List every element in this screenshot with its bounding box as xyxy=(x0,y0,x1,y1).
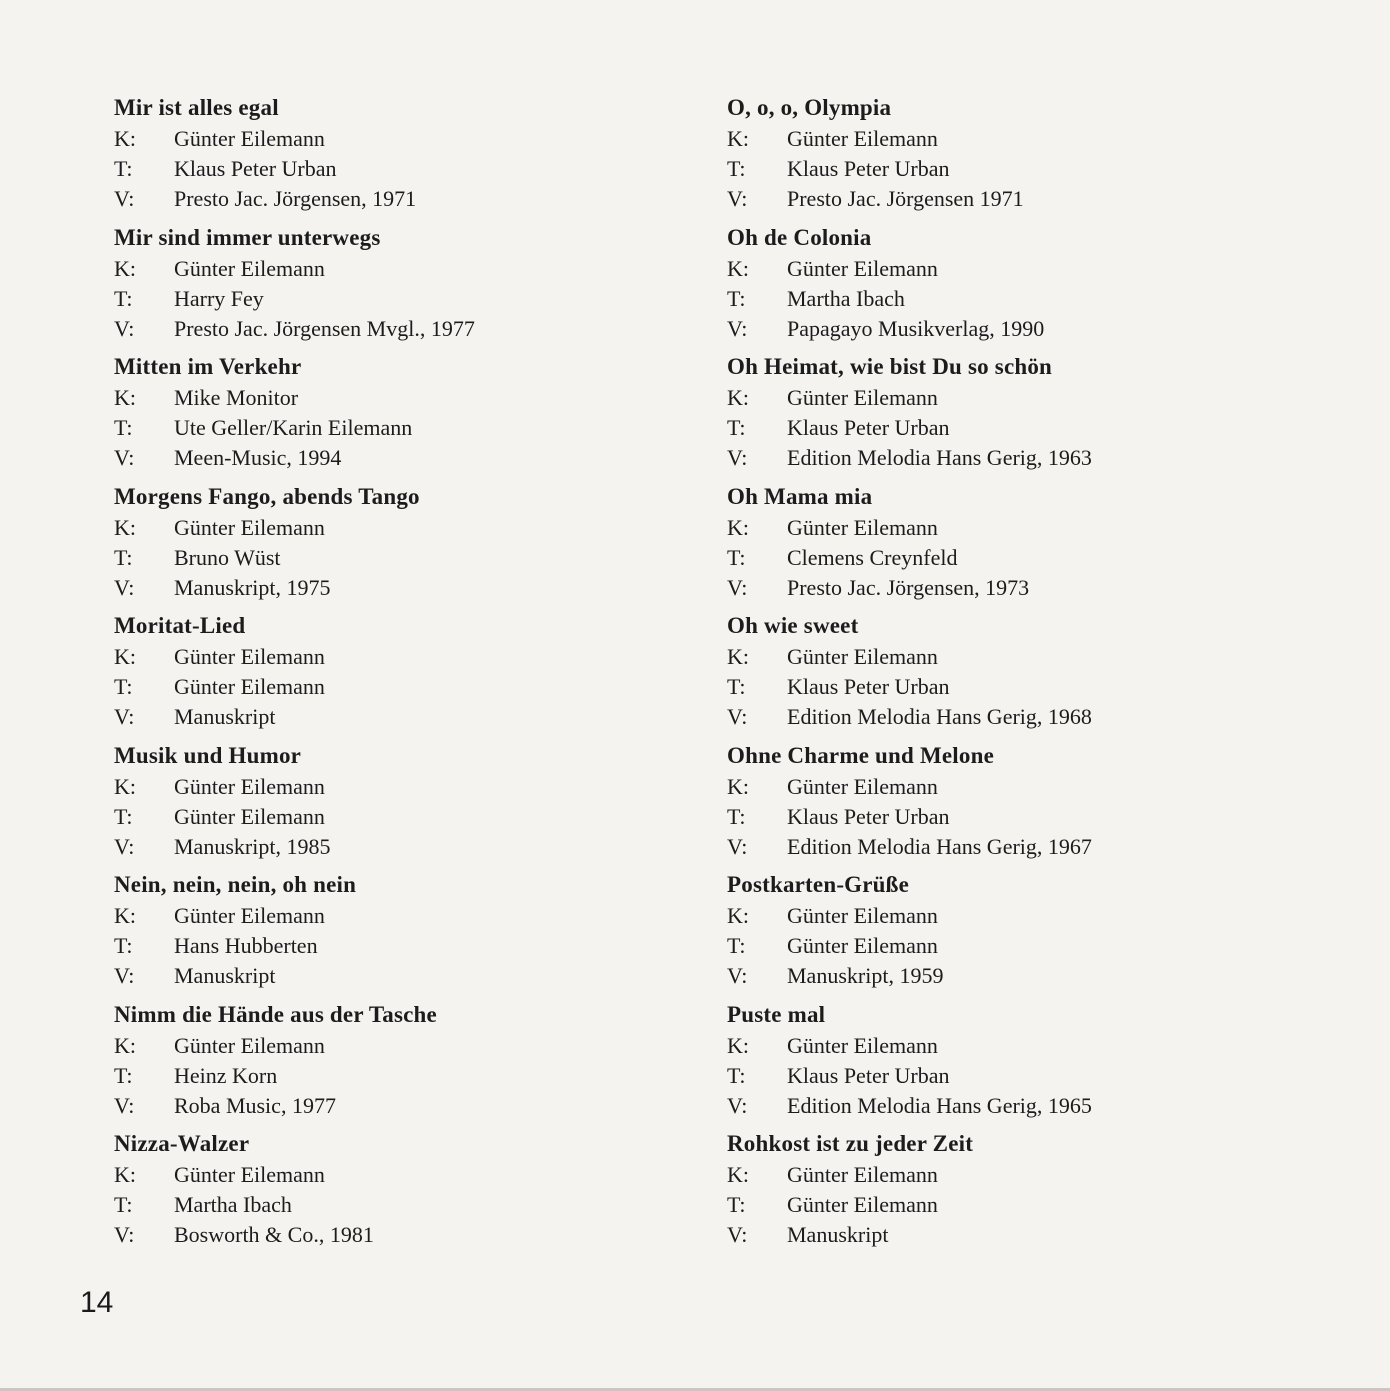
composer-value: Günter Eilemann xyxy=(174,126,325,151)
composer-row xyxy=(727,642,1347,672)
lyricist-value: Klaus Peter Urban xyxy=(787,415,950,440)
lyricist-row xyxy=(727,543,1347,573)
song-entry xyxy=(114,223,714,353)
lyricist-value: Harry Fey xyxy=(174,285,264,311)
composer-row xyxy=(114,383,714,413)
lyricist-value: Clemens Creynfeld xyxy=(787,544,958,570)
lyricist-label: T: xyxy=(727,544,746,570)
publisher-row xyxy=(114,314,714,344)
lyricist-label: T: xyxy=(114,156,133,181)
composer-value: Günter Eilemann xyxy=(174,1032,325,1058)
song-entry xyxy=(114,93,714,223)
song-title: Nein, nein, nein, oh nein xyxy=(114,872,357,897)
lyricist-value: Klaus Peter Urban xyxy=(174,156,337,181)
lyricist-label: T: xyxy=(114,674,133,699)
composer-label: K: xyxy=(114,255,136,281)
lyricist-label: T: xyxy=(727,674,746,699)
publisher-value: Manuskript xyxy=(787,1222,889,1247)
publisher-label: V: xyxy=(114,445,135,470)
song-title: Ohne Charme und Melone xyxy=(727,742,994,768)
publisher-row xyxy=(114,573,714,603)
composer-label: K: xyxy=(114,1032,136,1058)
composer-value: Günter Eilemann xyxy=(174,1162,325,1187)
song-entry xyxy=(727,741,1347,871)
lyricist-label: T: xyxy=(727,415,746,440)
publisher-value: Meen-Music, 1994 xyxy=(174,445,342,470)
composer-row xyxy=(114,513,714,543)
publisher-label: V: xyxy=(114,1222,135,1247)
lyricist-row xyxy=(114,1061,714,1091)
composer-value: Günter Eilemann xyxy=(787,1032,938,1058)
lyricist-row xyxy=(114,154,714,184)
lyricist-value: Martha Ibach xyxy=(787,285,905,311)
song-entry xyxy=(114,870,714,1000)
composer-label: K: xyxy=(114,903,136,928)
song-title: Mitten im Verkehr xyxy=(114,354,302,379)
lyricist-row xyxy=(114,931,714,961)
publisher-value: Edition Melodia Hans Gerig, 1968 xyxy=(787,704,1092,729)
publisher-value: Roba Music, 1977 xyxy=(174,1092,336,1118)
song-entry xyxy=(114,1000,714,1130)
lyricist-value: Klaus Peter Urban xyxy=(787,1062,950,1088)
lyricist-value: Klaus Peter Urban xyxy=(787,156,950,181)
composer-row xyxy=(727,254,1347,284)
composer-row xyxy=(727,1031,1347,1061)
publisher-value: Manuskript xyxy=(174,704,276,729)
publisher-value: Presto Jac. Jörgensen 1971 xyxy=(787,186,1024,211)
lyricist-row xyxy=(114,543,714,573)
composer-label: K: xyxy=(114,1162,136,1187)
publisher-label: V: xyxy=(727,963,748,988)
composer-value: Günter Eilemann xyxy=(787,514,938,540)
composer-row xyxy=(727,772,1347,802)
publisher-value: Bosworth & Co., 1981 xyxy=(174,1222,374,1247)
song-title: Moritat-Lied xyxy=(114,613,246,638)
song-entry xyxy=(727,1000,1347,1130)
publisher-row xyxy=(114,1220,714,1250)
lyricist-label: T: xyxy=(114,1062,133,1088)
publisher-label: V: xyxy=(727,704,748,729)
composer-label: K: xyxy=(727,514,749,540)
composer-row xyxy=(114,254,714,284)
composer-label: K: xyxy=(727,1032,749,1058)
composer-value: Günter Eilemann xyxy=(174,514,325,540)
composer-value: Mike Monitor xyxy=(174,385,299,410)
composer-row xyxy=(114,642,714,672)
publisher-row xyxy=(727,961,1347,991)
publisher-label: V: xyxy=(727,1092,748,1118)
lyricist-label: T: xyxy=(114,1192,133,1217)
publisher-row xyxy=(114,1091,714,1121)
publisher-label: V: xyxy=(727,574,748,600)
lyricist-value: Klaus Peter Urban xyxy=(787,674,950,699)
lyricist-value: Bruno Wüst xyxy=(174,544,281,570)
composer-label: K: xyxy=(114,514,136,540)
publisher-row xyxy=(727,443,1347,473)
song-entry xyxy=(727,482,1347,612)
publisher-label: V: xyxy=(727,833,748,859)
publisher-label: V: xyxy=(114,315,135,341)
publisher-value: Presto Jac. Jörgensen, 1973 xyxy=(787,574,1030,600)
lyricist-label: T: xyxy=(727,285,746,311)
composer-label: K: xyxy=(114,126,136,151)
publisher-row xyxy=(114,961,714,991)
lyricist-row xyxy=(114,413,714,443)
composer-value: Günter Eilemann xyxy=(174,644,325,669)
publisher-value: Papagayo Musikverlag, 1990 xyxy=(787,315,1045,341)
composer-row xyxy=(114,901,714,931)
lyricist-label: T: xyxy=(114,285,133,311)
song-entry xyxy=(114,1129,714,1259)
publisher-value: Manuskript xyxy=(174,963,276,988)
publisher-row xyxy=(114,702,714,732)
composer-value: Günter Eilemann xyxy=(787,903,938,928)
lyricist-row xyxy=(114,802,714,832)
composer-label: K: xyxy=(727,903,749,928)
lyricist-value: Günter Eilemann xyxy=(787,1192,938,1217)
lyricist-value: Günter Eilemann xyxy=(174,803,325,829)
song-entry xyxy=(727,93,1347,223)
composer-label: K: xyxy=(114,385,136,410)
lyricist-value: Martha Ibach xyxy=(174,1192,292,1217)
composer-value: Günter Eilemann xyxy=(787,255,938,281)
song-title: Oh Mama mia xyxy=(727,483,873,509)
lyricist-label: T: xyxy=(727,1192,746,1217)
composer-value: Günter Eilemann xyxy=(787,773,938,799)
lyricist-label: T: xyxy=(114,544,133,570)
lyricist-label: T: xyxy=(727,803,746,829)
song-title: Musik und Humor xyxy=(114,742,302,768)
lyricist-row xyxy=(114,672,714,702)
song-entry xyxy=(114,352,714,482)
lyricist-label: T: xyxy=(114,803,133,829)
song-title: Oh Heimat, wie bist Du so schön xyxy=(727,354,1053,379)
publisher-label: V: xyxy=(114,704,135,729)
composer-row xyxy=(114,1160,714,1190)
song-title: Oh de Colonia xyxy=(727,224,872,250)
lyricist-row xyxy=(727,672,1347,702)
left-column xyxy=(114,93,714,1259)
publisher-value: Manuskript, 1975 xyxy=(174,574,331,600)
composer-value: Günter Eilemann xyxy=(787,126,938,151)
song-title: Puste mal xyxy=(727,1001,826,1027)
lyricist-row xyxy=(727,931,1347,961)
publisher-label: V: xyxy=(114,833,135,859)
lyricist-row xyxy=(114,1190,714,1220)
publisher-label: V: xyxy=(727,445,748,470)
publisher-label: V: xyxy=(727,315,748,341)
publisher-row xyxy=(114,443,714,473)
publisher-value: Edition Melodia Hans Gerig, 1963 xyxy=(787,445,1092,470)
lyricist-row xyxy=(727,1190,1347,1220)
right-column xyxy=(727,93,1347,1259)
composer-label: K: xyxy=(727,773,749,799)
composer-label: K: xyxy=(114,773,136,799)
song-entry xyxy=(727,223,1347,353)
song-title: Nimm die Hände aus der Tasche xyxy=(114,1001,437,1027)
publisher-row xyxy=(727,832,1347,862)
lyricist-row xyxy=(727,154,1347,184)
composer-row xyxy=(114,1031,714,1061)
publisher-value: Presto Jac. Jörgensen, 1971 xyxy=(174,186,417,211)
lyricist-label: T: xyxy=(114,933,133,958)
lyricist-value: Günter Eilemann xyxy=(787,933,938,958)
song-title: Mir sind immer unterwegs xyxy=(114,224,381,250)
composer-label: K: xyxy=(114,644,136,669)
publisher-label: V: xyxy=(727,1222,748,1247)
song-title: Rohkost ist zu jeder Zeit xyxy=(727,1131,974,1156)
publisher-row xyxy=(727,573,1347,603)
composer-label: K: xyxy=(727,644,749,669)
lyricist-value: Ute Geller/Karin Eilemann xyxy=(174,415,413,440)
publisher-value: Manuskript, 1985 xyxy=(174,833,331,859)
publisher-row xyxy=(114,184,714,214)
song-entry xyxy=(727,1129,1347,1259)
publisher-label: V: xyxy=(114,186,135,211)
composer-label: K: xyxy=(727,1162,749,1187)
song-title: Oh wie sweet xyxy=(727,613,859,638)
song-title: Nizza-Walzer xyxy=(114,1131,250,1156)
publisher-label: V: xyxy=(114,574,135,600)
song-entry xyxy=(114,482,714,612)
song-entry xyxy=(727,611,1347,741)
composer-row xyxy=(727,124,1347,154)
song-title: Postkarten-Grüße xyxy=(727,872,910,897)
song-entry xyxy=(727,352,1347,482)
lyricist-label: T: xyxy=(727,1062,746,1088)
composer-label: K: xyxy=(727,126,749,151)
lyricist-value: Heinz Korn xyxy=(174,1062,278,1088)
composer-value: Günter Eilemann xyxy=(174,903,325,928)
composer-value: Günter Eilemann xyxy=(174,773,325,799)
composer-row xyxy=(727,513,1347,543)
lyricist-value: Hans Hubberten xyxy=(174,933,318,958)
lyricist-label: T: xyxy=(727,156,746,181)
song-title: O, o, o, Olympia xyxy=(727,95,892,120)
song-entry xyxy=(114,741,714,871)
song-entry xyxy=(114,611,714,741)
lyricist-row xyxy=(727,284,1347,314)
publisher-row xyxy=(727,1220,1347,1250)
publisher-value: Edition Melodia Hans Gerig, 1965 xyxy=(787,1092,1092,1118)
composer-value: Günter Eilemann xyxy=(174,255,325,281)
publisher-row xyxy=(114,832,714,862)
publisher-value: Edition Melodia Hans Gerig, 1967 xyxy=(787,833,1092,859)
publisher-label: V: xyxy=(114,1092,135,1118)
publisher-label: V: xyxy=(727,186,748,211)
lyricist-row xyxy=(727,802,1347,832)
song-title: Morgens Fango, abends Tango xyxy=(114,483,420,509)
publisher-row xyxy=(727,314,1347,344)
composer-row xyxy=(114,124,714,154)
composer-value: Günter Eilemann xyxy=(787,385,938,410)
lyricist-label: T: xyxy=(727,933,746,958)
composer-value: Günter Eilemann xyxy=(787,1162,938,1187)
publisher-row xyxy=(727,184,1347,214)
composer-label: K: xyxy=(727,385,749,410)
composer-label: K: xyxy=(727,255,749,281)
composer-row xyxy=(727,383,1347,413)
composer-row xyxy=(727,1160,1347,1190)
lyricist-row xyxy=(114,284,714,314)
composer-row xyxy=(114,772,714,802)
lyricist-row xyxy=(727,1061,1347,1091)
publisher-label: V: xyxy=(114,963,135,988)
song-entry xyxy=(727,870,1347,1000)
composer-row xyxy=(727,901,1347,931)
lyricist-value: Günter Eilemann xyxy=(174,674,325,699)
publisher-row xyxy=(727,1091,1347,1121)
publisher-value: Manuskript, 1959 xyxy=(787,963,944,988)
lyricist-value: Klaus Peter Urban xyxy=(787,803,950,829)
publisher-row xyxy=(727,702,1347,732)
page-number: 14 xyxy=(80,1286,114,1319)
publisher-value: Presto Jac. Jörgensen Mvgl., 1977 xyxy=(174,315,475,341)
composer-value: Günter Eilemann xyxy=(787,644,938,669)
song-title: Mir ist alles egal xyxy=(114,95,279,120)
lyricist-label: T: xyxy=(114,415,133,440)
lyricist-row xyxy=(727,413,1347,443)
